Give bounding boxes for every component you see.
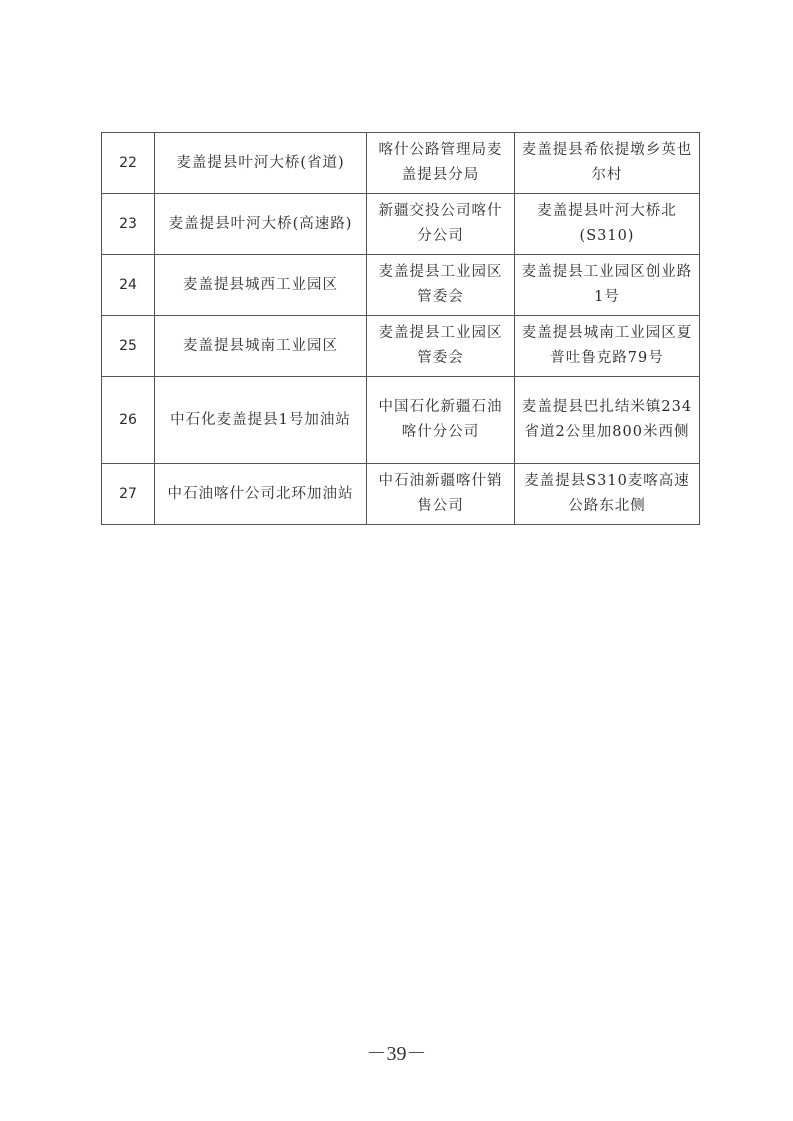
site-address: 麦盖提县叶河大桥北(S310)	[515, 194, 700, 255]
row-number: 25	[102, 316, 155, 377]
table-row	[102, 316, 700, 377]
table-row	[102, 194, 700, 255]
table-row	[102, 133, 700, 194]
responsible-unit: 麦盖提县工业园区管委会	[367, 316, 515, 377]
site-table	[101, 132, 700, 525]
site-name: 麦盖提县叶河大桥(高速路)	[155, 194, 367, 255]
responsible-unit: 麦盖提县工业园区管委会	[367, 255, 515, 316]
row-number: 27	[102, 464, 155, 525]
site-name: 麦盖提县城西工业园区	[155, 255, 367, 316]
site-address: 麦盖提县S310麦喀高速公路东北侧	[515, 464, 700, 525]
table-row	[102, 377, 700, 464]
responsible-unit: 中国石化新疆石油喀什分公司	[367, 377, 515, 464]
site-name: 麦盖提县城南工业园区	[155, 316, 367, 377]
row-number: 23	[102, 194, 155, 255]
page-number: －39－	[366, 1043, 427, 1065]
table-row	[102, 464, 700, 525]
row-number: 26	[102, 377, 155, 464]
row-number: 22	[102, 133, 155, 194]
site-name: 中石化麦盖提县1号加油站	[155, 377, 367, 464]
table-row	[102, 255, 700, 316]
site-name: 麦盖提县叶河大桥(省道)	[155, 133, 367, 194]
site-address: 麦盖提县城南工业园区夏普吐鲁克路79号	[515, 316, 700, 377]
responsible-unit: 喀什公路管理局麦盖提县分局	[367, 133, 515, 194]
row-number: 24	[102, 255, 155, 316]
site-address: 麦盖提县巴扎结米镇234省道2公里加800米西侧	[515, 377, 700, 464]
site-address: 麦盖提县希依提墩乡英也尔村	[515, 133, 700, 194]
responsible-unit: 新疆交投公司喀什分公司	[367, 194, 515, 255]
site-address: 麦盖提县工业园区创业路1号	[515, 255, 700, 316]
responsible-unit: 中石油新疆喀什销售公司	[367, 464, 515, 525]
site-name: 中石油喀什公司北环加油站	[155, 464, 367, 525]
